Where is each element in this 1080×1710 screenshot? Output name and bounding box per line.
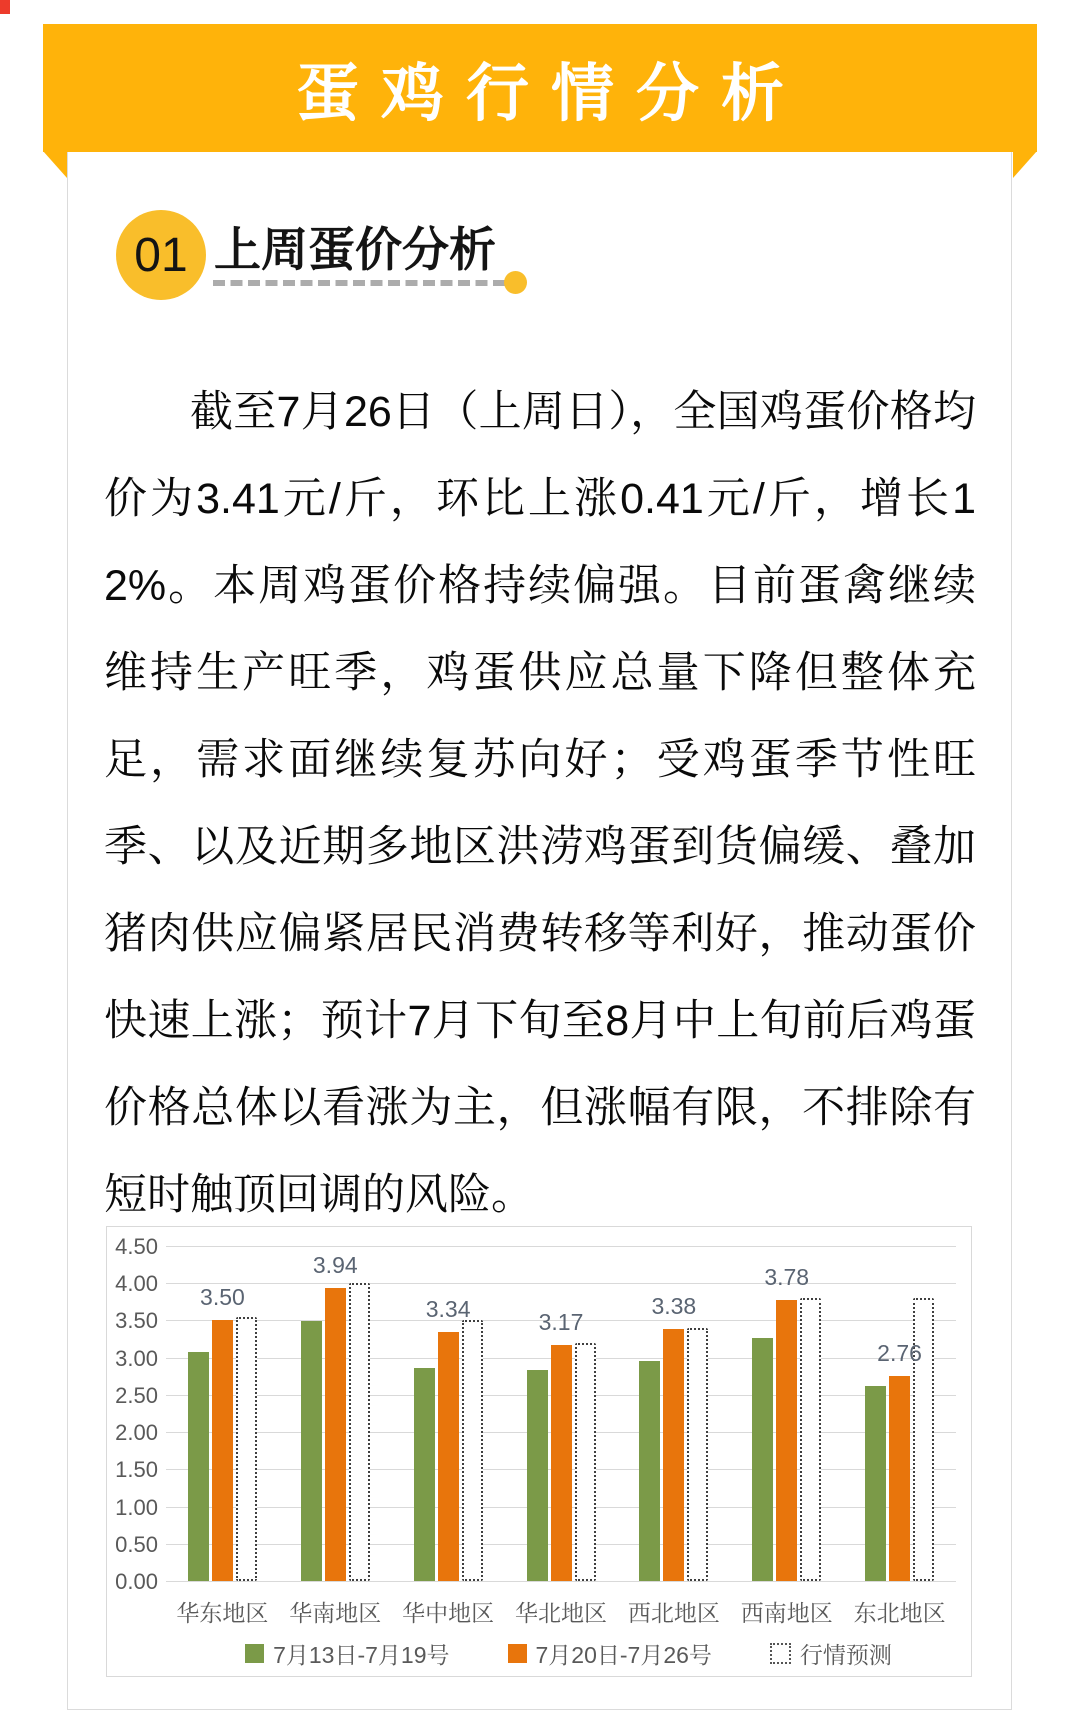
- bar-week2: [776, 1300, 797, 1581]
- bar-value-label: 3.78: [764, 1263, 810, 1290]
- legend-swatch-dotted-icon: [770, 1643, 791, 1664]
- y-axis-tick-label: 1.50: [115, 1457, 158, 1483]
- y-axis-tick-label: 2.50: [115, 1382, 158, 1408]
- category-label: 西南地区: [740, 1600, 833, 1626]
- banner-fold-left: [43, 151, 67, 178]
- legend-label: 行情预测: [799, 1641, 892, 1668]
- header-banner: [43, 24, 1037, 152]
- bar-week1: [188, 1352, 209, 1581]
- bar-week1: [301, 1321, 322, 1581]
- section-underline-dashes: [213, 280, 505, 286]
- bar-week2: [212, 1320, 233, 1581]
- legend-label: 7月20日-7月26号: [535, 1641, 712, 1668]
- y-axis-tick-label: 4.50: [115, 1234, 158, 1259]
- legend-item: [245, 1637, 449, 1670]
- bar-week2: [663, 1329, 684, 1581]
- bar-value-label: 3.38: [651, 1293, 697, 1320]
- bar-forecast: [462, 1320, 483, 1581]
- bar-forecast: [687, 1328, 708, 1581]
- y-axis-tick-label: 1.00: [115, 1494, 158, 1520]
- chart-legend: [166, 1633, 971, 1673]
- bar-week1: [414, 1368, 435, 1581]
- bar-forecast: [800, 1298, 821, 1581]
- bar-week2: [889, 1376, 910, 1581]
- bar-value-label: 3.50: [200, 1284, 245, 1311]
- category-label: 西北地区: [627, 1600, 720, 1626]
- bar-forecast: [349, 1283, 370, 1581]
- gridline: [166, 1581, 956, 1582]
- category-label: 华中地区: [402, 1600, 495, 1626]
- bar-forecast: [575, 1343, 596, 1581]
- price-chart: [106, 1226, 972, 1677]
- bar-week1: [865, 1386, 886, 1581]
- legend-item: [770, 1637, 892, 1670]
- category-label: 东北地区: [853, 1600, 946, 1626]
- bar-value-label: 3.17: [538, 1309, 584, 1335]
- bar-week2: [551, 1345, 572, 1581]
- legend-swatch-icon: [245, 1644, 264, 1663]
- bar-forecast: [236, 1317, 257, 1581]
- section-title: 上周蛋价分析: [214, 223, 496, 276]
- category-label: 华东地区: [176, 1600, 269, 1626]
- gridline: [166, 1283, 956, 1284]
- bar-week2: [438, 1332, 459, 1581]
- article-paragraph: 截至7月26日（上周日），全国鸡蛋价格均价为3.41元/斤，环比上涨0.41元/斤，增长12%。本周鸡蛋价格持续偏强。目前蛋禽继续维持生产旺季，鸡蛋供应总量下降但整体充足，需求面继续复苏向好；受鸡蛋季节性旺季、以及近期多地区洪涝鸡蛋到货偏缓、叠加猪肉供应偏紧居民消费转移等利好，推动蛋价快速上涨；预计7月下旬至8月中上旬前后鸡蛋价格总体以看涨为主，但涨幅有限，不排除有短时触顶回调的风险。: [104, 388, 976, 1219]
- gridline: [166, 1246, 956, 1247]
- bar-week1: [752, 1338, 773, 1581]
- y-axis-tick-label: 3.00: [115, 1345, 158, 1371]
- legend-item: [508, 1637, 712, 1670]
- bar-value-label: 3.94: [312, 1251, 358, 1278]
- section-number-badge: 01: [116, 210, 206, 300]
- underline-dot: [504, 271, 527, 294]
- page-title: 蛋鸡行情分析: [296, 58, 806, 129]
- bar-value-label: 3.34: [425, 1296, 471, 1323]
- y-axis-tick-label: 2.00: [115, 1420, 158, 1446]
- bar-week1: [527, 1370, 548, 1581]
- category-label: 华北地区: [514, 1600, 607, 1626]
- corner-artifact-mark: [0, 0, 10, 14]
- y-axis-tick-label: 4.00: [115, 1271, 158, 1297]
- category-label: 华南地区: [289, 1600, 382, 1626]
- y-axis-tick-label: 3.50: [115, 1308, 158, 1334]
- legend-label: 7月13日-7月19号: [273, 1641, 450, 1668]
- bar-week1: [639, 1361, 660, 1581]
- legend-swatch-icon: [508, 1644, 527, 1663]
- bar-week2: [325, 1288, 346, 1581]
- banner-fold-right: [1013, 151, 1037, 178]
- bar-value-label: 2.76: [877, 1339, 922, 1366]
- y-axis-tick-label: 0.00: [115, 1569, 158, 1594]
- y-axis-tick-label: 0.50: [115, 1531, 158, 1557]
